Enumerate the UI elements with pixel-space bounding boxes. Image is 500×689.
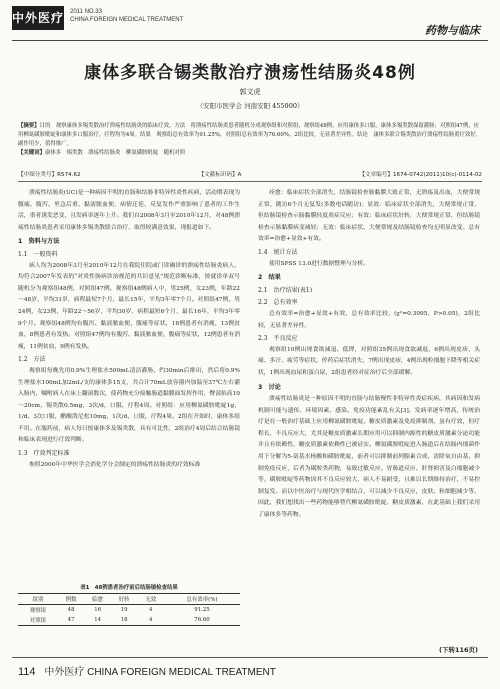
- header-meta: [70, 8, 183, 24]
- header-divider: [12, 40, 488, 41]
- discussion-paragraph: 溃疡性结肠炎是一种原因不明的直肠与结肠慢性非特异性炎症疾病，其病因和发病机制可能与遗传、环境因素、感染、免疫功能紊乱有关[3]，发病率逐年增高，传统治疗是在一般治疗基础上应用柳氮磺胺吡啶、糖皮质激素及免疫抑制剂，虽有疗效，但疗程长，不良反应大，尤其是糖皮质激素长期应用可以抑制内源性的糖皮质激素分泌功能并且有依赖性，糖皮质激素依赖性已被证实。柳氮磺胺吡啶进入肠道后在结肠内细菌作用下分解为5-氨基水杨酸和磺胺吡啶，前者可以抑制前列腺素合成、清除氧自由基、抑制免疫反应，后者为磺胺类药物，易致过敏反应、胃肠道反应、肝肾损害及白细胞减少等。磺胺吡啶等药物因其不良反应较大，病人不易耐受，且难以长期维持治疗，不易控制复发。而以中医治疗与现代医学相结合，可以减少不良反应，皮肤、粒细胞减少等，因此，我们想找出一些药物能够替代柳氮磺胺吡啶、糖皮质激素，在此基础上我们采用了康体多等药物。: [258, 396, 480, 519]
- article-title: 康体多联合锡类散治疗溃疡性结肠炎48例: [84, 63, 416, 83]
- footer-journal-en: CHINA FOREIGN MEDICAL TREATMENT: [87, 667, 276, 678]
- efficacy-criteria-paragraph: 参照2000年中华医学会消化学分会制定的溃疡性结肠炎的疗效标准: [29, 461, 201, 468]
- table-row: [18, 615, 240, 626]
- author-affiliation: （安阳市医学会 河南安阳 455000）: [196, 102, 304, 110]
- table-row: [18, 605, 240, 616]
- issue-label: 2011 NO.33: [70, 9, 102, 15]
- heading-materials-methods: 1 资料与方法: [18, 238, 60, 246]
- continued-note: (下转116页): [438, 646, 478, 654]
- page-footer: [18, 663, 276, 678]
- table-cell: 对照组: [29, 618, 46, 624]
- table-header-cell: 总有效率(%): [186, 597, 218, 603]
- table-cell: 14: [94, 617, 102, 623]
- general-data-paragraph: 病人均为2008年3月至2010年12月在我院住院或门诊确诊的溃疡性结肠炎病人，均符合2007年发表的“对炎性肠病诊治规范的共识意见”规范诊断标准，按就诊单双号随机分为观察组48例，对照组47例。观察组48例病人中，男25例，女23例，年龄22～48岁，平均31岁，病程最短7个月，最长15年，平均3年零7个月。对照组47例，男24例，女23例，年龄22～56岁，平均30岁，病程最短6个月，最长16年，平均3年零9个月。观察组48例均有腹泻、黏液脓血便、腹痛等症状，18例患者有消瘦，13例贫血，8例患者有发热。对照组47例均有腹泻、黏液脓血便、腹痛等症状，12例患者有消瘦，11例贫血，9例有发热。: [18, 262, 240, 350]
- table-caption: 表1 48例患者治疗前后结肠镜检查结果: [80, 585, 178, 591]
- heading-results: 2 结果: [258, 274, 281, 282]
- table-cell: 4: [148, 617, 153, 623]
- left-column: [18, 188, 240, 471]
- abstract-label: 【摘要】: [18, 123, 40, 129]
- heading-efficacy-criteria: 1.3 疗效判定标准: [18, 450, 70, 458]
- footer-journal-cn: 中外医疗: [44, 667, 85, 678]
- document-code: 【文献标识码】A: [198, 172, 242, 178]
- table-cell: 16: [94, 607, 102, 613]
- right-column: [258, 188, 480, 522]
- total-efficacy-paragraph: 总有效率=治愈+显效+有效，总有效率比较，(χ²=0.3095，P>0.05)，2组比较，无显著差异性。: [258, 310, 480, 329]
- table-header-cell: 无效: [145, 597, 157, 603]
- article-number: 【文章编号】1674-0742(2011)10(c)-0114-02: [359, 172, 482, 178]
- table-header-cell: 例数: [65, 597, 77, 603]
- intro-paragraph: 溃疡性结肠炎(UC)是一种病因不明的直肠和结肠非特异性炎性疾病，活动期表现为腹痛、腹泻、里急后重、黏液脓血便，病情迁延、反复发作严重影响了患者的工作生活，重者诱发恶变，且发病率逐年上升。我们自2008年3月至2010年12月，对48例溃疡性结肠炎患者采用康体多锡类散联合治疗，取得较满意效果，现报道如下。: [18, 190, 240, 231]
- table-header-cell: 好转: [118, 597, 130, 603]
- table-header-cell: 临愈: [92, 597, 104, 603]
- keywords-label: 【关键词】: [18, 150, 45, 156]
- table-cell: 76.60: [194, 617, 210, 623]
- table-grid: [18, 593, 240, 626]
- section-label: 药物与临床: [425, 24, 480, 37]
- abstract-paragraph: [18, 122, 482, 149]
- methods-paragraph: 观察组每晚先用0.9%生理盐水500mL清洁灌肠，约30min后排出，然后将0.9%生理盐水100mL加2mL/支的康体多15支，共合计70mL放容器内加温至37℃左右灌入肠内，嘱咐病人在床上翻滚数次，使药物充分接触肠道黏膜面发挥作用，臀部抬高10～20cm，锡类散0.5mg，3次/d，口服，疗程4周。对照组：应用柳氮磺胺吡啶1g，1/d，3次口服，醋酸泼尼松10mg，1次/d，口服，疗程4周。2组在开始时，康体多组不用。在服药前，病人每日按康体多及锡类散，具有可比性，2组治疗4周后结合结肠镜和临床表现进行疗效判断。: [18, 367, 240, 444]
- abstract-text: 目的 观察康体多锡类散治疗溃疡性结肠炎的临床疗效。方法 将溃疡性结肠炎患者随机分成观察组和对照组，观察组48例，应用康体多口服，康体多锡类散保留灌肠；对照组47例，应用柳氮磺胺吡啶和康体多口服治疗，疗程均为4周。结果 观察组总有效率为91.25%，对照组总有效率为76.60%，2组比较，无显著差异性。结论 康体多联合锡类散治疗溃疡性结肠炎疗效好，副作用少，值得推广。: [18, 123, 482, 147]
- heading-methods: 1.2 方法: [18, 356, 46, 364]
- journal-en-label: CHINA FOREIGN MEDICAL TREATMENT: [70, 17, 184, 23]
- heading-discussion: 3 讨论: [258, 383, 281, 391]
- statistics-paragraph: 使用SPSS 13.0进行数据整理与分析。: [269, 260, 370, 267]
- heading-adverse-reactions: 2.3 不良反应: [258, 335, 298, 343]
- table-cell: 19: [120, 607, 128, 613]
- table-header-cell: 组别: [32, 597, 44, 603]
- keywords-paragraph: [18, 149, 482, 158]
- adverse-reactions-paragraph: 观察组10例出现食欲减退、低钾，对照组35例出现食欲减退，6例出现皮疹、头痛、多汗、疲劳等症状，停药后症状消失，7例出现皮疹，4例出现粒细胞下降等相关症状，1例出现血尿和蛋白尿，2组患者经对症治疗后全部缓解。: [258, 346, 480, 376]
- heading-general-data: 1.1 一般资料: [18, 250, 58, 258]
- criteria-continued-paragraph: 痊愈：临床症状全部消失，结肠镜检查肠黏膜大致正常，无溃疡及出血，大便常规正常，随访6个月无复发(多数电话随访)；显效：临床症状全部消失，大便常规正常，但结肠镜检查示肠黏膜轻度炎症反应；有效：临床症状好转，大便常规正常，但结肠镜检查示肠黏膜病变减轻；无效：临床症状、大便常规及结肠镜检查均无明显改变。总有效率=治愈+显效+有效。: [258, 190, 480, 243]
- table-cell: 观察组: [29, 608, 46, 614]
- clc-number: 【中图分类号】R574.62: [18, 172, 81, 178]
- abstract-block: [18, 122, 482, 158]
- footer-divider: [12, 657, 488, 658]
- author-name: 郭文虎: [239, 88, 261, 96]
- abstract-divider: [18, 181, 482, 182]
- heading-statistics: 1.4 统计方法: [258, 248, 298, 256]
- heading-total-efficacy: 2.2 总有效率: [258, 299, 298, 307]
- table-cell: 48: [67, 607, 75, 613]
- heading-treatment-results: 2.1 治疗结果(表1): [258, 286, 313, 294]
- results-table: [18, 583, 240, 626]
- table-header-row: [18, 594, 240, 605]
- table-cell: 47: [67, 617, 75, 623]
- page-header: [0, 0, 500, 44]
- page-number: 114: [18, 666, 36, 678]
- table-cell: 91.25: [194, 607, 210, 613]
- classification-row: [18, 170, 482, 178]
- table-cell: 18: [120, 617, 128, 623]
- keywords-text: 康体多 锡类散 溃疡性结肠炎 柳氮磺胺吡啶 随机对照: [44, 150, 186, 156]
- journal-logo: 中外医疗: [12, 6, 64, 30]
- table-cell: 4: [148, 607, 153, 613]
